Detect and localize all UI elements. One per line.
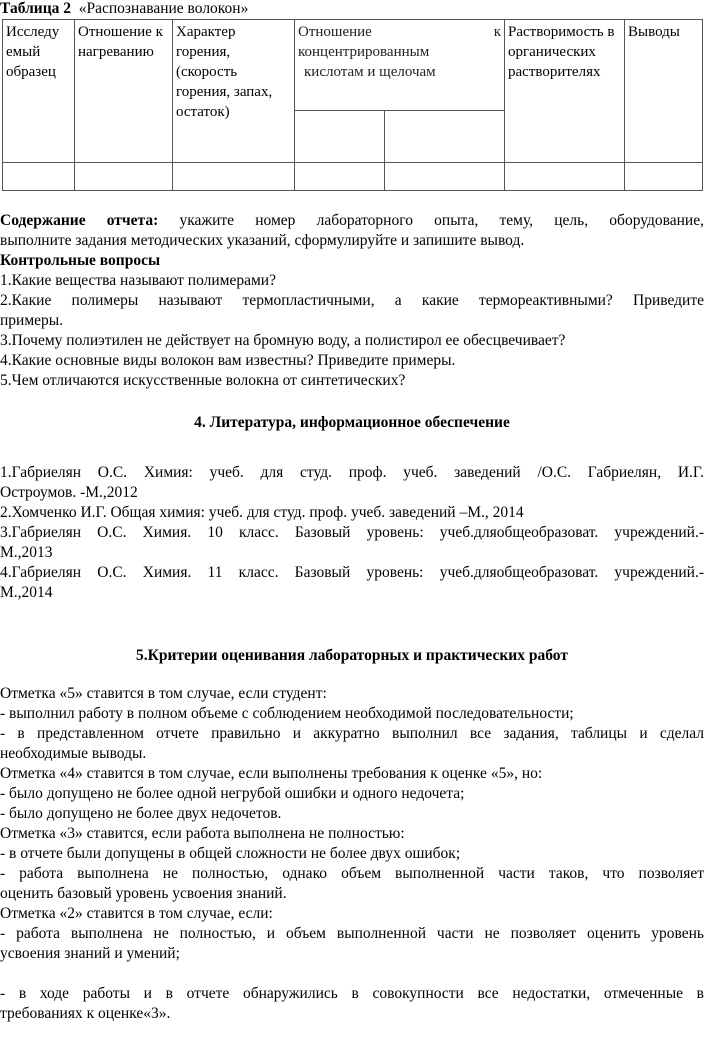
- question-2-line-1: 2.Какие полимеры называют термопластичными, а какие термореактивными? Приведите: [0, 292, 704, 309]
- criteria-line: - было допущено не более одной негрубой ошибки и одного недочета;: [0, 785, 465, 802]
- report-line-2: выполните задания методических указаний, сформулируйте и запишите вывод.: [0, 232, 525, 249]
- header-acids-line2: концентрированным: [298, 44, 430, 60]
- table-cell: [385, 111, 505, 163]
- question-3: 3.Почему полиэтилен не действует на бромную воду, а полистирол ее обесцвечивает?: [0, 332, 566, 349]
- criteria-line: Отметка «4» ставится в том случае, если выполнены требования к оценке «5», но:: [0, 765, 543, 782]
- literature-list: [0, 463, 704, 603]
- table-header-burning: Характер горения, (скорость горения, запах, остаток): [173, 20, 295, 163]
- reference-3-line-1: 3.Габриелян О.С. Химия. 10 класс. Базовый уровень: учеб.дляобщеобразоват. учреждений.-: [0, 524, 704, 541]
- table-row: [3, 163, 703, 191]
- report-section: [0, 211, 704, 391]
- question-5: 5.Чем отличаются искусственные волокна от синтетических?: [0, 372, 406, 389]
- reference-4-line-2: М.,2014: [0, 584, 53, 601]
- criteria-section: [0, 684, 704, 1024]
- table-cell: [173, 163, 295, 191]
- report-label: Содержание отчета:: [0, 212, 159, 229]
- question-4: 4.Какие основные виды волокон вам известны? Приведите примеры.: [0, 352, 456, 369]
- criteria-line: - в представленном отчете правильно и аккуратно выполнил все задания, таблицы и сделал: [0, 725, 704, 742]
- table-cell: [295, 111, 385, 163]
- table-header-heating: Отношение к нагреванию: [75, 20, 173, 163]
- question-1: 1.Какие вещества называют полимерами?: [0, 272, 276, 289]
- criteria-line: - работа выполнена не полностью, однако объем выполненной части таков, что позволяет: [0, 865, 704, 882]
- table-caption-label: Таблица 2: [0, 0, 71, 17]
- table-cell: [385, 163, 505, 191]
- table-cell: [625, 163, 703, 191]
- header-acids-line3: кислотам и щелочам: [304, 64, 436, 80]
- table-header-row: [3, 20, 703, 111]
- table-cell: [75, 163, 173, 191]
- fiber-recognition-table: [2, 19, 703, 191]
- criteria-line: - в ходе работы и в отчете обнаружились в совокупности все недостатки, отмеченные в: [0, 985, 704, 1002]
- reference-2: 2.Хомченко И.Г. Общая химия: учеб. для студ. проф. учеб. заведений –М., 2014: [0, 504, 524, 521]
- table-cell: [505, 163, 625, 191]
- reference-4-line-1: 4.Габриелян О.С. Химия. 11 класс. Базовый уровень: учеб.дляобщеобразоват. учреждений.-: [0, 564, 704, 581]
- reference-1-line-2: Остроумов. -М.,2012: [0, 484, 138, 501]
- criteria-line: необходимые выводы.: [0, 745, 147, 762]
- table-cell: [3, 163, 75, 191]
- table-header-conclusions: Выводы: [625, 20, 703, 163]
- table-caption-title: «Распознавание волокон»: [78, 0, 249, 17]
- criteria-line: Отметка «5» ставится в том случае, если студент:: [0, 685, 327, 702]
- table-header-sample: Исследу емый образец: [3, 20, 75, 163]
- questions-title: Контрольные вопросы: [0, 252, 161, 269]
- question-2-line-2: примеры.: [0, 312, 64, 329]
- report-line-1: Содержание отчета: укажите номер лабораторного опыта, тему, цель, оборудование,: [0, 212, 704, 229]
- reference-3-line-2: М.,2013: [0, 544, 53, 561]
- criteria-line: - работа выполнена не полностью, и объем выполненной части не позволяет оценить уровень: [0, 925, 704, 942]
- criteria-line: - в отчете были допущены в общей сложности не более двух ошибок;: [0, 845, 461, 862]
- criteria-line: усвоения знаний и умений;: [0, 945, 180, 962]
- criteria-line: - было допущено не более двух недочетов.: [0, 805, 282, 822]
- table-cell: [295, 163, 385, 191]
- header-acids-right: к: [493, 24, 501, 40]
- header-acids-left: Отношение: [298, 24, 372, 40]
- reference-1-line-1: 1.Габриелян О.С. Химия: учеб. для студ. проф. учеб. заведений /О.С. Габриелян, И.Г.: [0, 464, 704, 481]
- table-caption: [0, 0, 248, 18]
- table-header-solubility: Растворимость в органических растворителях: [505, 20, 625, 163]
- criteria-line: Отметка «3» ставится, если работа выполнена не полностью:: [0, 825, 405, 842]
- criteria-line: оценить базовый уровень усвоения знаний.: [0, 885, 287, 902]
- table-header-acids: [295, 20, 505, 111]
- criteria-line: Отметка «2» ставится в том случае, если:: [0, 905, 273, 922]
- criteria-line: - выполнил работу в полном объеме с соблюдением необходимой последовательности;: [0, 705, 574, 722]
- literature-heading: 4. Литература, информационное обеспечение: [194, 414, 510, 431]
- criteria-line: требованиях к оценке«3».: [0, 1005, 171, 1022]
- criteria-heading: 5.Критерии оценивания лабораторных и практических работ: [136, 647, 568, 664]
